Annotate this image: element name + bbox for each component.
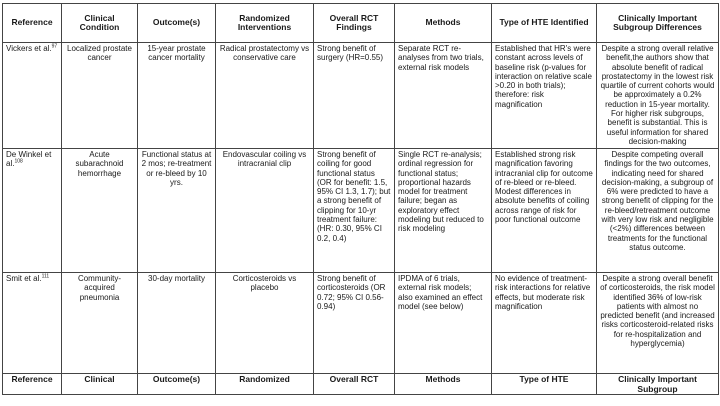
cell-interventions: Radical prostatectomy vs conservative care — [216, 43, 314, 149]
reference-superscript: 111 — [41, 273, 50, 280]
cell-outcome: 30-day mortality — [138, 273, 216, 374]
cell-reference — [3, 43, 62, 149]
reference-superscript: 108 — [14, 158, 23, 165]
reference-text: De Winkel et al. — [6, 150, 52, 169]
cell-findings: Strong benefit of coiling for good functional status (OR for benefit: 1.5, 95% CI 1.3, 1.7); but a strong benefit of clipping for 10-yr treatment failure: (HR: 0.30, 95% CI 0.2, 0.4) — [314, 149, 395, 273]
cell-condition: Acute subarachnoid hemorrhage — [62, 149, 138, 273]
cell-hte: Established strong risk magnification favoring intracranial clip for outcome of re-bleed or re-bleed. Modest differences in absolute benefits of coiling across range of risk for poor functional outcome — [492, 149, 597, 273]
header-overall-rct-findings: Overall RCT Findings — [314, 4, 395, 43]
cell-subgroup: Despite a strong overall benefit of corticosteroids, the risk model identified 36% of low-risk patients with almost no predicted benefit (and increased risks corticosteroid-related risks for re-hospitalization and hyperglycemia) — [597, 273, 719, 374]
table-row — [3, 43, 719, 149]
cell-methods: Single RCT re-analysis; ordinal regression for functional status; proportional hazards model for treatment failure; began as exploratory effect modeling but reduced to risk modeling — [395, 149, 492, 273]
cell-subgroup: Despite competing overall findings for the two outcomes, indicating need for shared decision-making, a subgroup of 6% were predicted to have a strong benefit of clipping for the re-bleed/retreatment outcome with very low risk and negligible (<2%) differences between treatments for the functional status outcome. — [597, 149, 719, 273]
cell-reference — [3, 149, 62, 273]
header-methods: Methods — [395, 4, 492, 43]
reference-text: Smit et al. — [6, 274, 42, 283]
footer-clinical: Clinical — [62, 374, 138, 395]
reference-superscript: 97 — [51, 43, 58, 50]
header-clinical-condition: Clinical Condition — [62, 4, 138, 43]
footer-reference: Reference — [3, 374, 62, 395]
footer-header-row — [3, 374, 719, 395]
header-outcomes: Outcome(s) — [138, 4, 216, 43]
cell-methods: IPDMA of 6 trials, external risk models; also examined an effect model (see below) — [395, 273, 492, 374]
footer-randomized: Randomized — [216, 374, 314, 395]
cell-subgroup: Despite a strong overall relative benefit,the authors show that absolute benefit of radical prostatectomy in the lowest risk quartile of current cohorts would be approximately a 0.2% reduction in 15-year mortality. For higher risk subgroups, benefit is substantial. This is useful information for shared decision-making — [597, 43, 719, 149]
hte-table — [2, 3, 719, 395]
cell-outcome: Functional status at 2 mos; re-treatment or re-bleed by 10 yrs. — [138, 149, 216, 273]
cell-condition: Community-acquired pneumonia — [62, 273, 138, 374]
cell-findings: Strong benefit of corticosteroids (OR 0.72; 95% CI 0.56-0.94) — [314, 273, 395, 374]
reference-text: Vickers et al. — [6, 44, 52, 53]
cell-findings: Strong benefit of surgery (HR=0.55) — [314, 43, 395, 149]
footer-type-of-hte: Type of HTE — [492, 374, 597, 395]
footer-outcomes: Outcome(s) — [138, 374, 216, 395]
cell-hte: Established that HR's were constant across levels of baseline risk (p-values for interaction on relative scale >0.20 in both trials); therefore: risk magnification — [492, 43, 597, 149]
cell-outcome: 15-year prostate cancer mortality — [138, 43, 216, 149]
footer-overall-rct: Overall RCT — [314, 374, 395, 395]
header-type-of-hte: Type of HTE Identified — [492, 4, 597, 43]
cell-methods: Separate RCT re-analyses from two trials, external risk models — [395, 43, 492, 149]
footer-methods: Methods — [395, 374, 492, 395]
cell-reference — [3, 273, 62, 374]
header-reference: Reference — [3, 4, 62, 43]
cell-interventions: Endovascular coiling vs intracranial clip — [216, 149, 314, 273]
header-row — [3, 4, 719, 43]
table-row — [3, 149, 719, 273]
cell-interventions: Corticosteroids vs placebo — [216, 273, 314, 374]
cell-condition: Localized prostate cancer — [62, 43, 138, 149]
cell-hte: No evidence of treatment-risk interactions for relative effects, but moderate risk magnification — [492, 273, 597, 374]
header-subgroup-differences: Clinically Important Subgroup Differences — [597, 4, 719, 43]
header-randomized-interventions: Randomized Interventions — [216, 4, 314, 43]
table-row — [3, 273, 719, 374]
footer-subgroup: Clinically Important Subgroup — [597, 374, 719, 395]
